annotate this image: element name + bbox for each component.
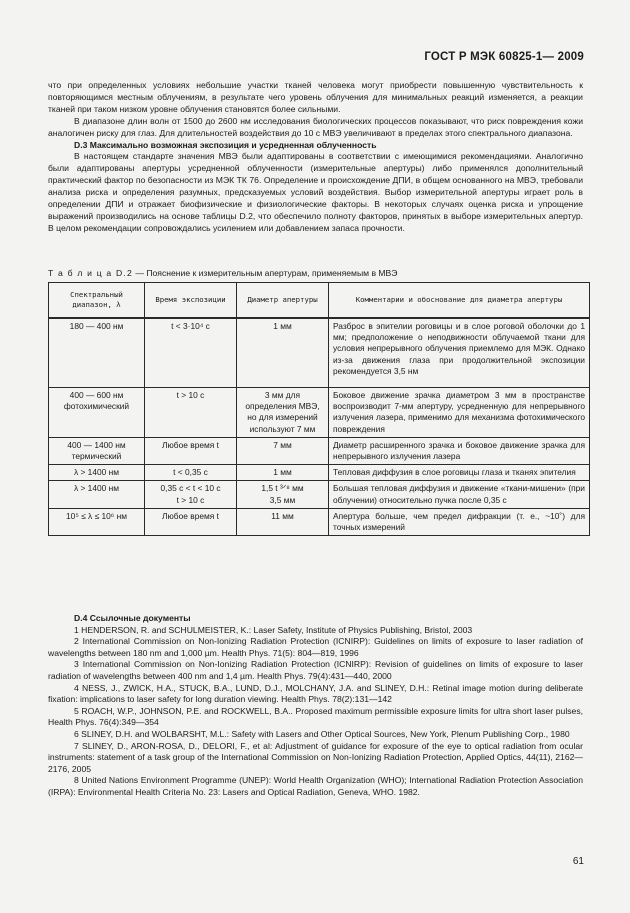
section-title: D.3 Максимально возможная экспозиция и усредненная облученность (74, 139, 377, 150)
table-row (49, 318, 590, 388)
table-cell: 11 мм (237, 508, 329, 535)
table-cell: Любое время t (145, 437, 237, 464)
table-cell: 400 — 1400 нм термический (49, 437, 145, 464)
paragraph: что при определенных условиях небольшие участки тканей человека могут приобрести повышенную чувствительность к повторяющимся местным облучениям, в результате чего уровень облучения для минимальных реакций изменяется, а реакции тканей при таком низком уровне облучения становятся более сильными. (48, 80, 583, 114)
reference-item: 5 ROACH, W.P., JOHNSON, P.E. and ROCKWELL, B.A.. Proposed maximum permissible exposure limits for ultra short laser pulses, Health Phys. 76(4):349—354 (48, 705, 583, 728)
references-list (48, 625, 583, 799)
table-cell: Тепловая диффузия в слое роговицы глаза и тканях эпителия (329, 465, 590, 481)
reference-item: 6 SLINEY, D.H. and WOLBARSHT, M.L.: Safety with Lasers and Other Optical Sources, New York, Plenum Publishing Corp., 1980 (74, 728, 570, 739)
table-row (49, 481, 590, 508)
apertures-table (48, 282, 590, 536)
table-cell: Разброс в эпителии роговицы и в слое роговой оболочки до 1 мм; предположение о неподвижности облучаемой ткани для условия непрерывного облучения приемлемо для МЭК. Однако из-за движения глаза при продолжительной экспозиции рекомендуется 3,5 нм (329, 318, 590, 388)
page-number: 61 (572, 856, 584, 867)
table-cell: 0,35 с < t < 10 с t > 10 с (145, 481, 237, 508)
table-cell: Апертура больше, чем предел дифракции (т. е., ~10˚) для точных измерений (329, 508, 590, 535)
body-text (48, 80, 583, 235)
table-cell: 3 мм для определения МВЭ, но для измерений используют 7 мм (237, 388, 329, 438)
reference-item: 1 HENDERSON, R. and SCHULMEISTER, K.: Laser Safety, Institute of Physics Publishing, Bristol, 2003 (74, 624, 473, 635)
reference-item: 2 International Commission on Non-Ionizing Radiation Protection (ICNIRP): Guidelines on limits of exposure to laser radiation of wavelengths between 180 nm and 1,000 µm. Health Phys. 71(5): 804—819, 1996 (48, 636, 583, 658)
table-cell: t < 0,35 с (145, 465, 237, 481)
table-cell: Диаметр расширенного зрачка и боковое движение зрачка для непрерывного излучения лазера (329, 437, 590, 464)
reference-item: 7 SLINEY, D., ARON-ROSA, D., DELORI, F., et al: Adjustment of guidance for exposure of the eye to optical radiation from ocular instruments: statement of a task group of the International Commission on Non-Ionizing Radiation Protection, Applied Optics, 44(11), 2162—2176, 2005 (48, 740, 583, 774)
table-cell: 7 мм (237, 437, 329, 464)
table-row (49, 388, 590, 438)
reference-item: 4 NESS, J., ZWICK, H.A., STUCK, B.A., LUND, D.J., MOLCHANY, J.A. and SLINEY, D.H.: Retinal image motion during deliberate fixation: implications to laser safety for long duration viewing. Health Phys. 78(2):131—142 (48, 682, 583, 705)
table-caption-label: Т а б л и ц а D.2 (48, 268, 133, 278)
table-header-row (49, 283, 590, 319)
table-cell: 1 мм (237, 465, 329, 481)
table-cell: 1,5 t ³ᐟ⁸ мм 3,5 мм (237, 481, 329, 508)
header-cell: Комментарии и обоснование для диаметра апертуры (329, 283, 590, 319)
table-cell: t < 3·10⁴ с (145, 318, 237, 388)
table-cell: 1 мм (237, 318, 329, 388)
header-cell: Диаметр апертуры (237, 283, 329, 319)
table-cell: Боковое движение зрачка диаметром 3 мм в пространстве воспроизводит 7-мм апертуру, усредненную для непрерывного излучения лазера, применимо для механизма фотохимического повреждения (329, 388, 590, 438)
table-caption (48, 268, 588, 278)
table-cell: λ > 1400 нм (49, 465, 145, 481)
section-title: D.4 Ссылочные документы (74, 613, 191, 623)
table-row (49, 437, 590, 464)
table-cell: 400 — 600 нм фотохимический (49, 388, 145, 438)
document-header: ГОСТ Р МЭК 60825-1— 2009 (424, 51, 584, 63)
table-cell: 180 — 400 нм (49, 318, 145, 388)
paragraph: В диапазоне длин волн от 1500 до 2600 нм исследования биологических процессов показывают, что риск повреждения кожи аналогичен риску для глаз. Для длительностей воздействия до 10 с МВЭ увеличивают в пределах этого спектрального диапазона. (48, 115, 583, 138)
table-body (49, 318, 590, 536)
table-cell: Большая тепловая диффузия и движение «ткани-мишени» (при облучении) относительно пучка после 0,35 с (329, 481, 590, 508)
table-row (49, 508, 590, 535)
reference-item: 8 United Nations Environment Programme (UNEP): World Health Organization (WHO); International Radiation Protection Association (IRPA): Environmental Health Criteria No. 23: Lasers and Optical Radiation, Geneva, WHO. 1982. (48, 775, 583, 797)
table-cell: λ > 1400 нм (49, 481, 145, 508)
header-cell: Спектральный диапазон, λ (49, 283, 145, 319)
table-cell: t > 10 с (145, 388, 237, 438)
references-section (48, 613, 583, 799)
table-cell: 10⁵ ≤ λ ≤ 10⁶ нм (49, 508, 145, 535)
table-caption-text: — Пояснение к измерительным апертурам, применяемым в МВЭ (132, 268, 398, 278)
table-row (49, 465, 590, 481)
table-cell: Любое время t (145, 508, 237, 535)
header-cell: Время экспозиции (145, 283, 237, 319)
reference-item: 3 International Commission on Non-Ionizing Radiation Protection (ICNIRP): Revision of guidelines on limits of exposure to laser radiation of wavelengths between 400 nm and 1,4 µm. Health Phys. 79(4):431—440, 2000 (48, 659, 583, 681)
paragraph: В настоящем стандарте значения МВЭ были адаптированы в соответствии с имеющимися рекомендациями. Аналогично были адаптированы апертуры усредненной облученности (измерительные апертуры) либо применялся дополнительный практический фактор по безопасности из МЭК ТК 76. Определение и происхождение ДПИ, в общем основанного на МВЭ, требовали анализа риска и определения разумных, предсказуемых условий воздействия. Выбор измерительной апертуры играет роль в определении ДПИ и отражает биофизические и физиологические факторы. В некоторых случаях оценка риска и упрощение выражений производились на основе таблицы D.2, что обеспечило полноту факторов, принятых в выборе измерительных апертур. В целом рекомендации сопровождались усилением или добавлением запаса прочности. (48, 151, 583, 233)
